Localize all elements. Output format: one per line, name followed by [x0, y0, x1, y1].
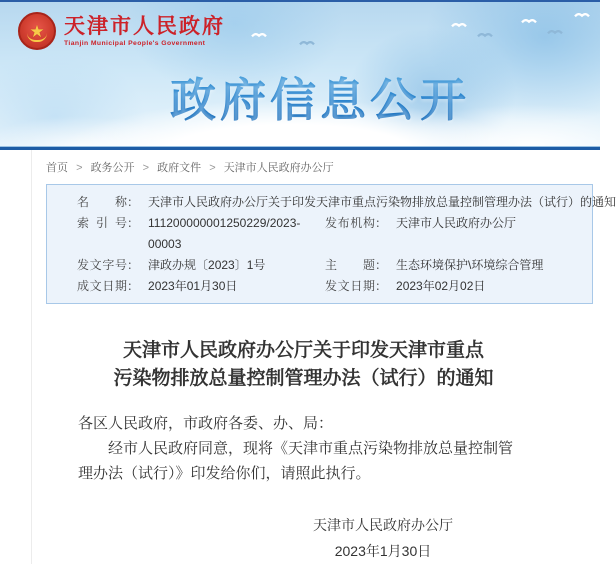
- meta-date-issued-label: 发文日期: [325, 279, 375, 293]
- meta-row-name: [77, 192, 616, 213]
- site-name: 天津市人民政府: [64, 14, 225, 38]
- content-area: [31, 150, 616, 564]
- bird-icon: [252, 32, 266, 38]
- colon: ：: [127, 279, 140, 293]
- signature-date: 2023年1月30日: [334, 543, 432, 559]
- meta-date-written-value: 2023年01月30日: [148, 279, 238, 293]
- meta-index-value: 111200000001250229/2023-00003: [148, 216, 301, 251]
- meta-index-label: 索引号: [77, 216, 127, 230]
- meta-doc-no-label: 发文字号: [77, 258, 127, 272]
- colon: ：: [375, 258, 388, 272]
- bird-icon: [575, 12, 589, 18]
- site-logo[interactable]: [18, 12, 225, 50]
- banner-title: 政府信息公开: [0, 64, 600, 130]
- colon: ：: [375, 216, 388, 230]
- bird-icon: [452, 22, 466, 28]
- meta-issuer-label: 发布机构: [325, 216, 375, 230]
- site-name-block: [64, 15, 225, 47]
- breadcrumb-separator: >: [76, 162, 83, 174]
- meta-doc-no-value: 津政办规〔2023〕1号: [148, 258, 266, 272]
- bird-icon: [522, 18, 536, 24]
- meta-row-docno-topic: [77, 255, 582, 276]
- bird-icon: [548, 29, 562, 35]
- meta-name-value: 天津市人民政府办公厅关于印发天津市重点污染物排放总量控制管理办法（试行）的通知: [148, 195, 616, 209]
- breadcrumb-separator: >: [209, 162, 216, 174]
- meta-topic-label: 主题: [325, 258, 375, 272]
- site-name-english: Tianjin Municipal People's Government: [64, 40, 206, 48]
- colon: ：: [127, 258, 140, 272]
- document-salutation: 各区人民政府，市政府各委、办、局：: [78, 415, 334, 432]
- site-header: [0, 0, 600, 150]
- meta-row-index-issuer: [77, 213, 582, 255]
- breadcrumb-separator: >: [142, 162, 150, 174]
- meta-date-issued-value: 2023年02月02日: [396, 279, 486, 293]
- colon: ：: [375, 279, 388, 293]
- meta-issuer-value: 天津市人民政府办公厅: [396, 216, 517, 230]
- document-paragraph: 经市人民政府同意，现将《天津市重点污染物排放总量控制管理办法（试行）》印发给你们，请照此执行。: [78, 440, 514, 482]
- breadcrumb-current-office: 天津市人民政府办公厅: [223, 162, 334, 174]
- breadcrumb: [46, 160, 592, 176]
- meta-date-written-label: 成文日期: [77, 279, 127, 293]
- breadcrumb-link-home[interactable]: 首页: [46, 162, 68, 174]
- meta-topic-value: 生态环境保护\环境综合管理: [396, 258, 544, 272]
- signature-block: [298, 512, 468, 564]
- star-icon: ★: [29, 21, 45, 41]
- document: [46, 337, 561, 564]
- colon: ：: [127, 216, 140, 230]
- document-title: [46, 337, 561, 393]
- meta-row-dates: [77, 276, 582, 297]
- document-title-line1: 天津市人民政府办公厅关于印发天津市重点: [122, 340, 484, 361]
- colon: ：: [127, 195, 140, 209]
- meta-name-label: 名称: [77, 195, 127, 209]
- document-body: [46, 411, 561, 486]
- signature-org: 天津市人民政府办公厅: [313, 517, 453, 533]
- bird-icon: [300, 40, 314, 46]
- bird-icon: [478, 32, 492, 38]
- breadcrumb-link-gov-documents[interactable]: 政府文件: [157, 162, 202, 174]
- document-metadata-table: [46, 184, 616, 304]
- breadcrumb-link-open-gov[interactable]: 政务公开: [90, 162, 135, 174]
- document-title-line2: 污染物排放总量控制管理办法（试行）的通知: [113, 368, 494, 389]
- national-emblem-icon: [18, 12, 56, 50]
